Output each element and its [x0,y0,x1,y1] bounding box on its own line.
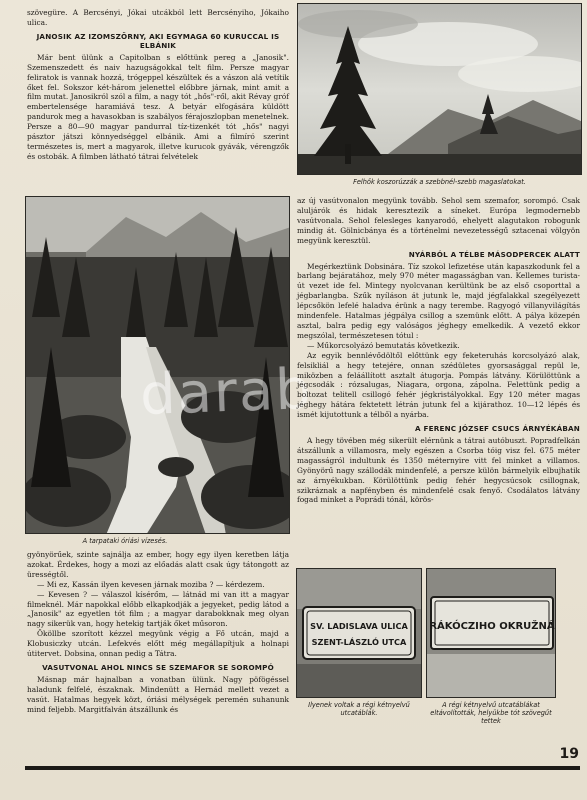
sign-line: SZENT-LÁSZLÓ UTCA [311,637,407,647]
paragraph: Másnap már hajnalban a vonatban ülünk. Nagy pöfögéssel haladunk felfelé, északnak. Mindenütt a Hernád mellett vezet a vasút. Hatalmas hegyek közt, óriási mélységek peremén suhanunk mind feljebb. Margitfalván átszállunk és [27,674,289,714]
paragraph: — Kevesen ? — válaszol kísérőm, — látnád mi van itt a magyar filmeknél. Már napokkal előbb elkapkodják a jegyeket, pedig látod a „Janosik" az egyetlen tót film ; a magyar darabokknak meg olyan nagy sikerük van, hogy hetekig tartják őket műsoron. [27,589,289,629]
section-heading: VASUTVONAL AHOL NINCS SE SZEMAFOR SE SOROMPÓ [42,662,274,672]
mountain-photo-image [298,4,582,175]
section-heading: JANOSIK AZ IZOMSZÖRNY, AKI EGYMAGA 60 KURUCCAL IS ELBÁNIK [36,31,280,50]
paragraph: Megérkeztünk Dobsinára. Tíz szokol lefizetése után kapaszkodunk fel a barlang bejáratához, mely 970 méter magasságban van. Kellemes turista-út vezet ide fel. Mintegy nyolcvanan kerültünk be az első csoporttal a jégbarlangba. Szűk nyíláson át jutunk le, majd jégfalakkal szegélyezett lépcsőkön lefelé haladva érünk a nagy terembe. Ragyogó villanyvilágítás mindenfele. Hatalmas jégpálya csillog a szemünk előtt. A pálya közepén asztal, balra pedig egy valóságos jéghegy emelkedik. A vezető ekkor megszólal, természetesen tótul : [297,261,580,340]
paragraph: Az egyik bennlévődöltől előttünk egy feketeruhás korcsolyázó alak, felsikliál a hegy tetejére, onnan szédületes gyorsasággal repül le, miközben a feláállított asztalt átugorja. Pompás látvány. Körülöttünk a jégcsodák : rózsalugas, Niagara, orgona, zápolna. Felettünk pedig a boltozat telitell csillogó fehér jégkristályokkal. Egy 120 méter magas jéghegy hátára fektetett létrán jutunk fel a kijárathoz. 10—12 lépés és ismét kijutottunk a télből a nyárba. [297,350,580,420]
caption: A régi kétnyelvű utcatáblákat eltávolították, helyükbe tót szövegűt tettek [430,701,552,725]
paragraph: — Műkorcsolyázó bemutatás következik. [307,340,460,350]
footer-rule [25,766,580,770]
caption: Ilyenek voltak a régi kétnyelvű utcatáblák. [308,701,410,717]
watermark: darab [138,357,314,428]
section-heading: NYÁRBÓL A TÉLBE MÁSODPERCEK ALATT [408,249,580,259]
sign-line: SV. LADISLAVA ULICA [310,621,408,631]
street-sign-photo-old [296,568,422,698]
paragraph: A hegy tövében még sikerült elérnünk a tátrai autóbuszt. Popradfelkán átszállunk a villamosra, mely egészen a Csorba tóig visz fel. 675 méter magasságról indultunk és 1350 méternyire vitt fel minket a villamos. Gyönyörű nagy szállodák mindenfelé, a persze külön bármelyik elbujhatik az árnyékukban. Körülöttünk pedig fehér hegycsúcsok csillognak, szikráznak a napfényben és mindenfelé csak fenyő. Csodálatos látvány fogad minket a Poprádi tónál, körös- [297,436,580,505]
paragraph: szövegüre. A Bercsényi, Jókai utcákból lett Bercsényiho, Jókaiho ulica. [27,8,289,27]
left-column-bottom [27,550,289,715]
paragraph: az új vasútvonalon megyünk tovább. Sehol sem szemafor, sorompó. Csak aluljárók és hidak keresztezik a síneket. Európa legmodernebb vasútvonala. Sehol felesleges kanyarodó, ehelyett alagutakon robogunk mindig át. Gölnicbánya és a történelmi nevezetességű sztacenai völgyön megyünk keresztül. [297,196,580,245]
right-column [297,196,580,505]
paragraph: Már bent ülünk a Capitolban s előttünk pereg a „Janosik". Szemenszedett és naiv hazugságokkal telt film. Persze magyar feliratok is vannak hozzá, trógeppel készültek és a vászon alá vetítik őket fel. Sokszor két-három jelenettel előbbre járnak, mint amit a film mutat. Janosikról szól a film, a nagy tót „hős"-ről, akit Révay gróf embertelensége haramiává tesz. A betyár elfogására küldött pandurok meg a havasokban is szabályos férajoszlopban menetelnek. Persze a 80—90 magyar pandurral tíz-tizenkét tót „hős" nagyi pásztor játszi könnyedséggel elbánik. Ami a filmíró szerint természetes is, mert a magyarok, illetve kurucok gyávák, vérengzők és ostobák. A filmben látható tátrai felvételek [27,52,289,161]
paragraph: Ököllbe szorított kézzel megyünk végig a Fő utcán, majd a Klobusiczky utcán. Lefekvés előtt még megállapítjuk a holnapi útitervet. Dobsina, onnan pedig a Tátra. [27,629,289,659]
left-column-top [27,8,289,162]
paragraph: — Mi ez, Kassán ilyen kevesen járnak moziba ? — kérdezem. [37,579,265,589]
caption: Felhők koszorúzzák a szebbnél-szebb magaslatokat. [353,178,526,186]
page-number: 19 [559,746,579,762]
street-sign-photo-new [426,568,556,698]
sign-line: RÁKÓCZIHO OKRUŽNÁ [429,621,555,632]
caption: A tarpataki óriási vízesés. [82,537,168,545]
mountain-photo [297,3,582,175]
street-sign-image-new [427,569,556,698]
paragraph: gyönyörűek, szinte sajnálja az ember, hogy egy ilyen keretben látja azokat. Érdekes, hogy a mozi az előadás alatt csak úgy tátongott az ürességtől. [27,550,289,579]
street-sign-image-old [297,569,422,698]
section-heading: A FERENC JÓZSEF CSUCS ÁRNYÉKÁBAN [415,424,580,434]
